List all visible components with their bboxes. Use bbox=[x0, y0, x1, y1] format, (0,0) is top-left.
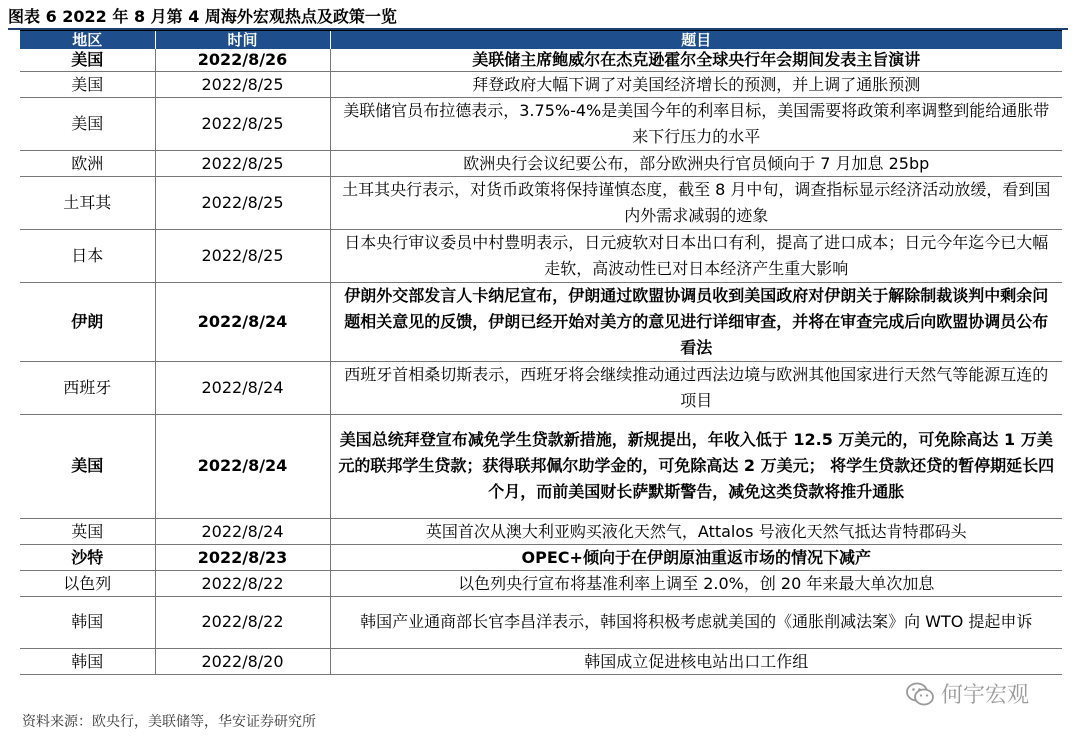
row-topic: 美国总统拜登宣布减免学生贷款新措施，新规提出，年收入低于 12.5 万美元的，可免除高达 1 万美元的联邦学生贷款；获得联邦佩尔助学金的，可免除高达 2 万美元； 将学生贷款还贷的暂停期延长四个月，而前美国财长萨默斯警告，减免这类贷款将推升通胀 bbox=[330, 414, 1062, 518]
row-date: 2022/8/24 bbox=[155, 282, 330, 361]
row-topic: 西班牙首相桑切斯表示，西班牙将会继续推动通过西法边境与欧洲其他国家进行天然气等能源互连的项目 bbox=[330, 361, 1062, 414]
row-region: 日本 bbox=[20, 229, 155, 282]
table-row bbox=[20, 229, 1062, 282]
table-row bbox=[20, 570, 1062, 596]
row-date: 2022/8/25 bbox=[155, 150, 330, 176]
row-date: 2022/8/25 bbox=[155, 176, 330, 229]
row-topic: 英国首次从澳大利亚购买液化天然气，Attalos 号液化天然气抵达肯特郡码头 bbox=[330, 518, 1062, 544]
table-row bbox=[20, 596, 1062, 648]
row-topic: 美联储官员布拉德表示，3.75%-4%是美国今年的利率目标，美国需要将政策利率调整到能给通胀带来下行压力的水平 bbox=[330, 97, 1062, 150]
row-date: 2022/8/20 bbox=[155, 648, 330, 674]
row-topic: 美联储主席鲍威尔在杰克逊霍尔全球央行年会期间发表主旨演讲 bbox=[330, 49, 1062, 71]
row-region: 沙特 bbox=[20, 544, 155, 570]
row-date: 2022/8/22 bbox=[155, 596, 330, 648]
table-row bbox=[20, 414, 1062, 518]
row-topic: 日本央行审议委员中村豊明表示，日元疲软对日本出口有利，提高了进口成本；日元今年迄今已大幅走软，高波动性已对日本经济产生重大影响 bbox=[330, 229, 1062, 282]
table-row bbox=[20, 361, 1062, 414]
row-region: 韩国 bbox=[20, 648, 155, 674]
row-topic: 韩国成立促进核电站出口工作组 bbox=[330, 648, 1062, 674]
row-region: 美国 bbox=[20, 49, 155, 71]
table-row bbox=[20, 71, 1062, 97]
row-topic: 伊朗外交部发言人卡纳尼宣布，伊朗通过欧盟协调员收到美国政府对伊朗关于解除制裁谈判中剩余问题相关意见的反馈，伊朗已经开始对美方的意见进行详细审查，并将在审查完成后向欧盟协调员公布看法 bbox=[330, 282, 1062, 361]
row-date: 2022/8/24 bbox=[155, 518, 330, 544]
row-topic: 土耳其央行表示，对货币政策将保持谨慎态度，截至 8 月中旬，调查指标显示经济活动放缓，看到国内外需求减弱的迹象 bbox=[330, 176, 1062, 229]
row-topic: 拜登政府大幅下调了对美国经济增长的预测，并上调了通胀预测 bbox=[330, 71, 1062, 97]
row-topic: 欧洲央行会议纪要公布，部分欧洲央行官员倾向于 7 月加息 25bp bbox=[330, 150, 1062, 176]
row-region: 英国 bbox=[20, 518, 155, 544]
watermark-text: 何宇宏观 bbox=[941, 683, 1030, 708]
row-topic: 以色列央行宣布将基准利率上调至 2.0%，创 20 年来最大单次加息 bbox=[330, 570, 1062, 596]
row-region: 伊朗 bbox=[20, 282, 155, 361]
row-region: 美国 bbox=[20, 414, 155, 518]
row-region: 以色列 bbox=[20, 570, 155, 596]
row-region: 土耳其 bbox=[20, 176, 155, 229]
row-region: 美国 bbox=[20, 71, 155, 97]
table-row bbox=[20, 150, 1062, 176]
policy-table bbox=[20, 31, 1062, 675]
row-region: 欧洲 bbox=[20, 150, 155, 176]
row-date: 2022/8/25 bbox=[155, 97, 330, 150]
table-row bbox=[20, 648, 1062, 674]
table-row bbox=[20, 49, 1062, 71]
row-topic: 韩国产业通商部长官李昌洋表示，韩国将积极考虑就美国的《通胀削减法案》向 WTO 提起申诉 bbox=[330, 596, 1062, 648]
table-body bbox=[20, 49, 1062, 674]
table-row bbox=[20, 282, 1062, 361]
figure-title: 图表 6 2022 年 8 月第 4 周海外宏观热点及政策一览 bbox=[8, 7, 397, 26]
row-region: 西班牙 bbox=[20, 361, 155, 414]
table-row bbox=[20, 97, 1062, 150]
row-date: 2022/8/22 bbox=[155, 570, 330, 596]
row-topic: OPEC+倾向于在伊朗原油重返市场的情况下减产 bbox=[330, 544, 1062, 570]
header-topic: 题目 bbox=[330, 31, 1062, 49]
table-row bbox=[20, 176, 1062, 229]
row-date: 2022/8/25 bbox=[155, 229, 330, 282]
table-header-row bbox=[20, 31, 1062, 49]
row-region: 韩国 bbox=[20, 596, 155, 648]
source-note: 资料来源：欧央行，美联储等，华安证券研究所 bbox=[22, 714, 316, 730]
row-date: 2022/8/24 bbox=[155, 361, 330, 414]
row-date: 2022/8/25 bbox=[155, 71, 330, 97]
header-time: 时间 bbox=[155, 31, 330, 49]
row-date: 2022/8/23 bbox=[155, 544, 330, 570]
row-date: 2022/8/26 bbox=[155, 49, 330, 71]
table-row bbox=[20, 544, 1062, 570]
row-region: 美国 bbox=[20, 97, 155, 150]
wechat-icon bbox=[905, 681, 935, 707]
watermark bbox=[905, 678, 1029, 709]
header-region: 地区 bbox=[20, 31, 155, 49]
row-date: 2022/8/24 bbox=[155, 414, 330, 518]
table-row bbox=[20, 518, 1062, 544]
